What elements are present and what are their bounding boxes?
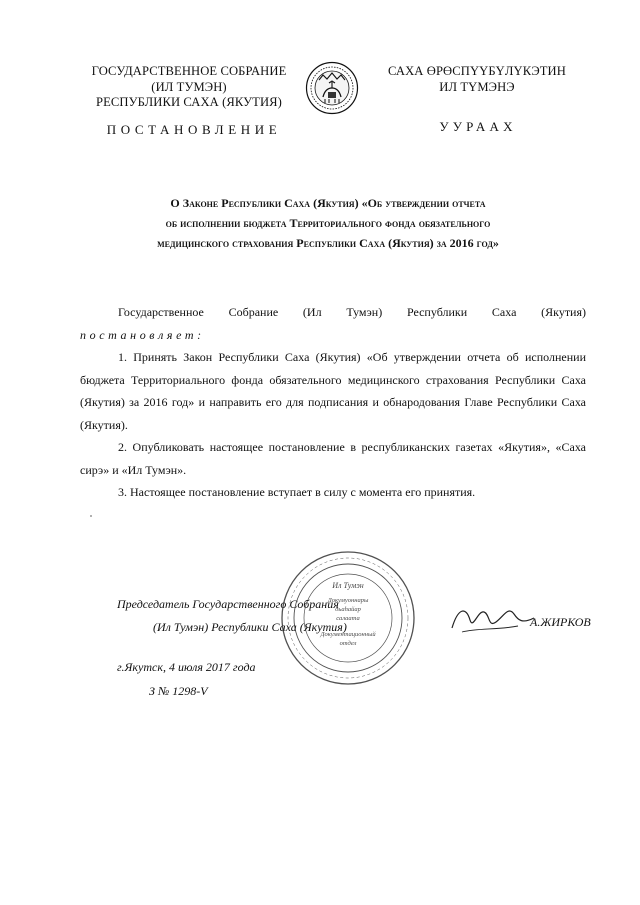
seal-text: Ил Тумэн [332, 581, 364, 590]
clause-1: 1. Принять Закон Республики Саха (Якутия) «Об утверждении отчета об исполнении бюджета Территориального фонда обязательного медицинского страхования Республики Саха (Якутия) за 2016 год» и направить его для подписания и обнародования Главе Республики Саха (Якутия). [80, 350, 586, 432]
clause-2: 2. Опубликовать настоящее постановление в республиканских газетах «Якутия», «Саха сирэ» и «Ил Тумэн». [80, 440, 586, 477]
place-and-date: г.Якутск, 4 июля 2017 года [117, 660, 256, 674]
header-left-block [78, 64, 300, 111]
title-line: об исполнении бюджета Территориального фонда обязательного [165, 216, 491, 230]
signer-name: А.ЖИРКОВ [530, 615, 591, 629]
signer-position-line: Председатель Государственного Собрания [117, 597, 339, 611]
header-left-line: РЕСПУБЛИКИ САХА (ЯКУТИЯ) [96, 95, 282, 109]
seal-text: салаата [336, 615, 360, 622]
document-number: З № 1298-V [149, 684, 208, 698]
seal-text: дьаһайар [335, 606, 361, 613]
document-kind-sakha: УУРААХ [439, 119, 517, 134]
document-kind-ru: ПОСТАНОВЛЕНИЕ [106, 122, 282, 137]
clause-3: 3. Настоящее постановление вступает в силу с момента его принятия. [118, 485, 476, 499]
scan-speck [90, 515, 92, 517]
header-right-block [362, 64, 592, 95]
document-body [80, 301, 586, 504]
postanovlyaet-word: постановляет: [80, 327, 205, 342]
official-seal-stamp [278, 548, 418, 688]
seal-text: отдел [339, 640, 357, 647]
header-left-line: (ИЛ ТУМЭН) [151, 79, 227, 94]
handwritten-signature [448, 598, 538, 638]
intro-paragraph: Государственное Собрание (Ил Тумэн) Республики Саха (Якутия) [118, 305, 586, 319]
document-title [80, 193, 576, 253]
coat-of-arms-emblem [305, 61, 359, 115]
seal-text: Документационный [320, 631, 376, 638]
seal-text: Докумуоннары [327, 597, 369, 604]
title-line: О Законе Республики Саха (Якутия) «Об утверждении отчета [170, 196, 486, 210]
title-line: медицинского страхования Республики Саха (Якутия) за 2016 год» [157, 236, 499, 250]
signer-position-line: (Ил Тумэн) Республики Саха (Якутия) [153, 620, 347, 634]
header-left-line: ГОСУДАРСТВЕННОЕ СОБРАНИЕ [91, 64, 287, 78]
header-right-line: САХА ӨРӨСПҮҮБҮЛҮКЭТИН [388, 64, 566, 78]
header-right-line: ИЛ ТҮМЭНЭ [439, 79, 515, 94]
